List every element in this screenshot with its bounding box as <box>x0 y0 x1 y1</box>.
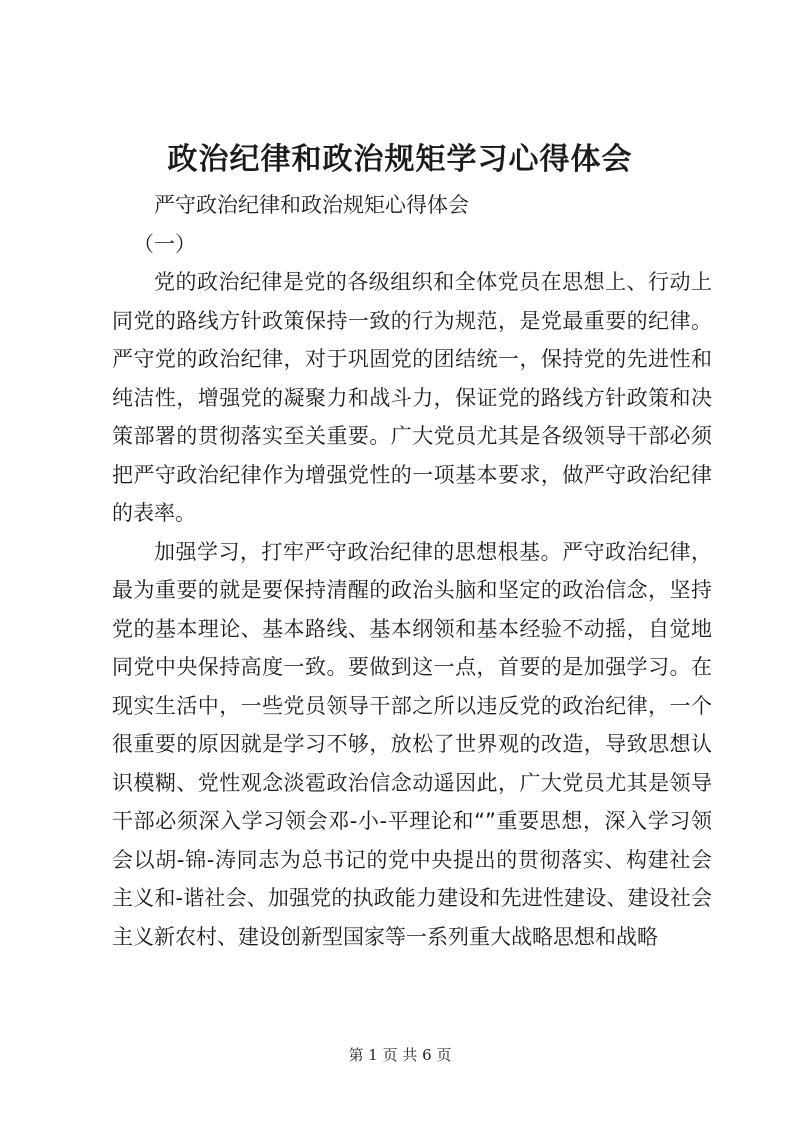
document-title: 政治纪律和政治规矩学习心得体会 <box>167 142 633 177</box>
body-paragraph: 加强学习，打牢严守政治纪律的思想根基。严守政治纪律，最为重要的就是要保持清醒的政治头脑和坚定的政治信念，坚持党的基本理论、基本路线、基本纲领和基本经验不动摇，自觉地同党中央保持高度一致。要做到这一点，首要的是加强学习。在现实生活中，一些党员领导干部之所以违反党的政治纪律，一个很重要的原因就是学习不够，放松了世界观的改造，导致思想认识模糊、党性观念淡雹政治信念动遥因此，广大党员尤其是领导干部必须深入学习领会邓-小-平理论和“”重要思想，深入学习领会以胡-锦-涛同志为总书记的党中央提出的贯彻落实、构建社会主义和-谐社会、加强党的执政能力建设和先进性建设、建设社会主义新农村、建设创新型国家等一系列重大战略思想和战略 <box>112 539 712 949</box>
page-footer: 第 1 页 共 6 页 <box>348 1046 452 1064</box>
section-marker: （一） <box>133 231 196 256</box>
body-paragraph: 党的政治纪律是党的各级组织和全体党员在思想上、行动上同党的路线方针政策保持一致的行为规范，是党最重要的纪律。严守党的政治纪律，对于巩固党的团结统一，保持党的先进性和纯洁性，增强党的凝聚力和战斗力，保证党的路线方针政策和决策部署的贯彻落实至关重要。广大党员尤其是各级领导干部必须把严守政治纪律作为增强党性的一项基本要求，做严守政治纪律的表率。 <box>112 270 712 525</box>
document-subtitle: 严守政治纪律和政治规矩心得体会 <box>154 193 469 217</box>
document-body <box>112 186 712 956</box>
